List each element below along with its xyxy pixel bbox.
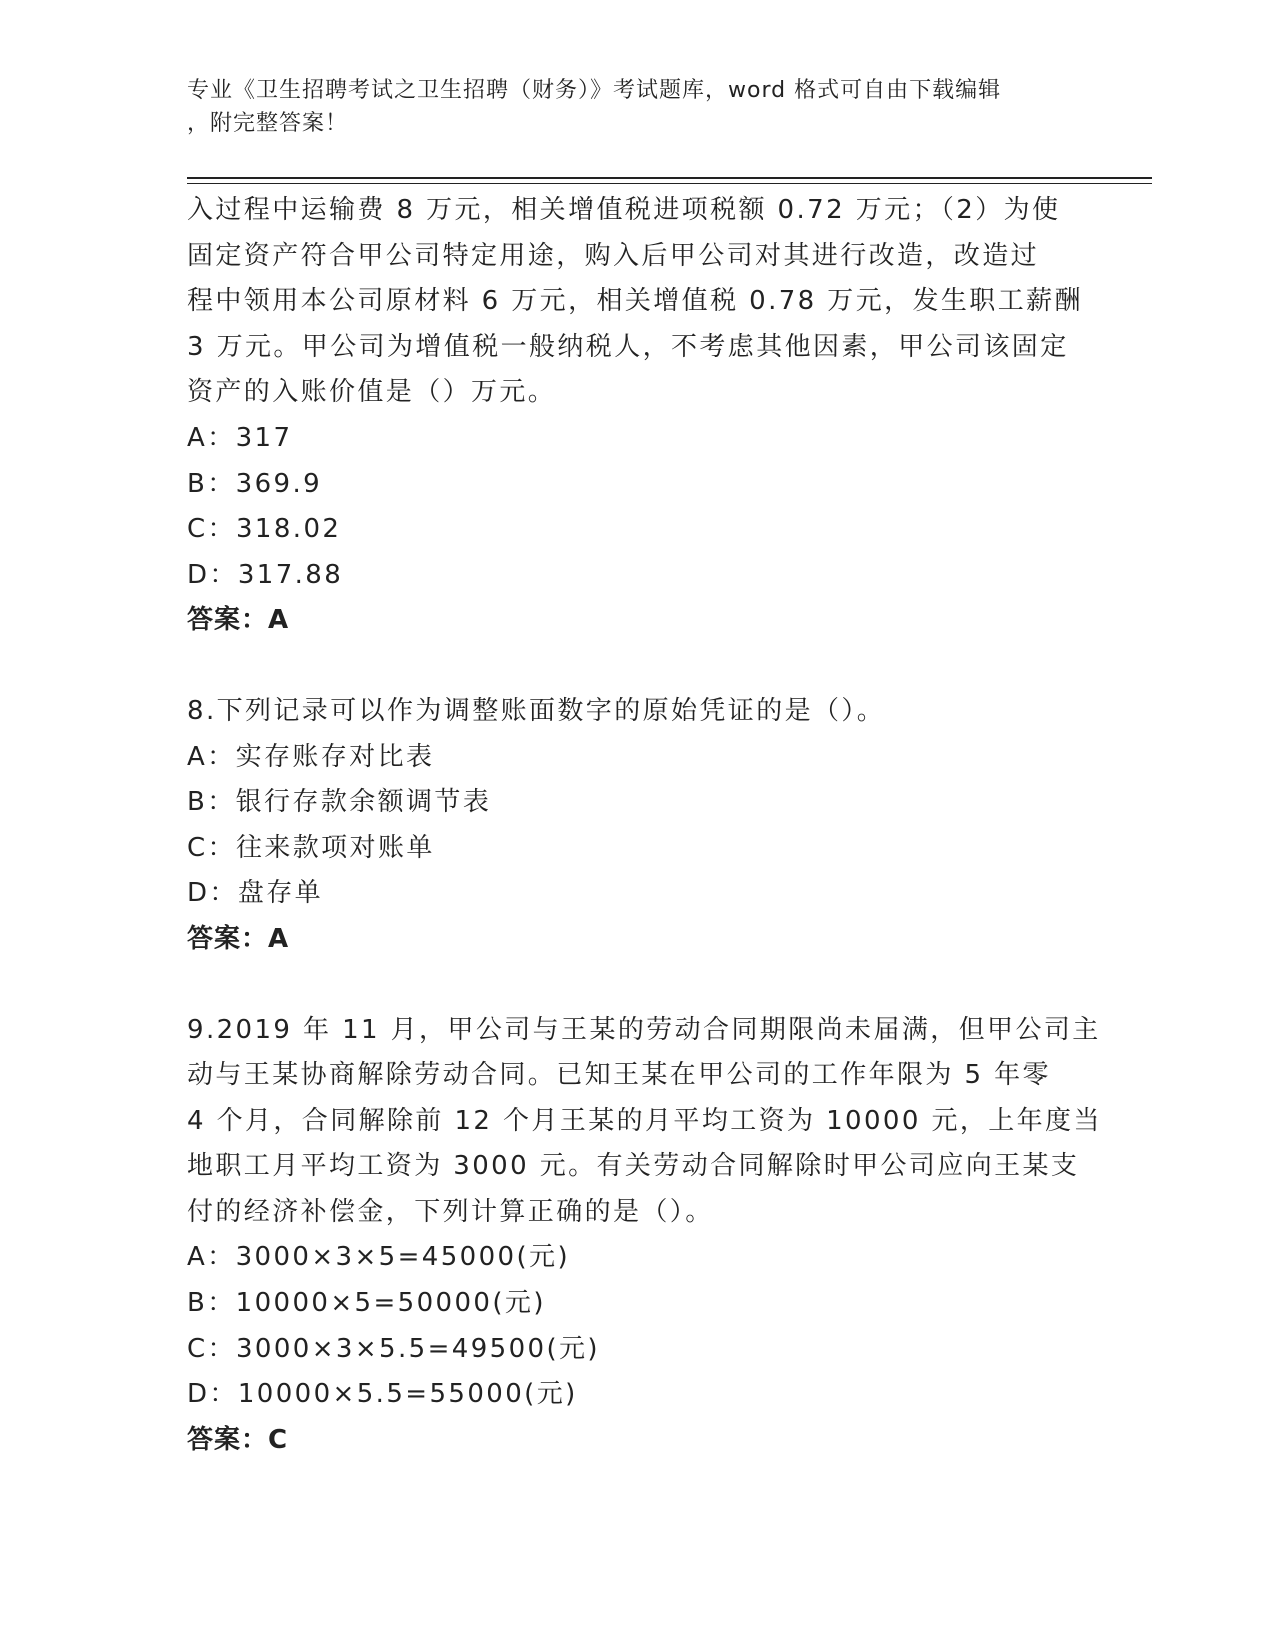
header-divider-thick	[187, 177, 1152, 179]
answer-line: 答案：A	[187, 923, 290, 954]
question-text-line: 动与王某协商解除劳动合同。已知王某在甲公司的工作年限为 5 年零	[187, 1060, 1051, 1091]
question-8	[187, 689, 1087, 963]
option-c: C：往来款项对账单	[187, 832, 435, 863]
option-a: A：3000×3×5=45000(元)	[187, 1242, 570, 1273]
question-text-line: 入过程中运输费 8 万元，相关增值税进项税额 0.72 万元；（2）为使	[187, 195, 1061, 225]
option-b: B：银行存款余额调节表	[187, 787, 492, 818]
question-text-line: 付的经济补偿金，下列计算正确的是（）。	[187, 1196, 714, 1227]
option-b: B：10000×5=50000(元)	[187, 1288, 546, 1319]
question-text-line: 4 个月，合同解除前 12 个月王某的月平均工资为 10000 元，上年度当	[187, 1105, 1102, 1136]
question-text-line: 资产的入账价值是（）万元。	[187, 377, 557, 408]
question-text-line: 固定资产符合甲公司特定用途，购入后甲公司对其进行改造，改造过	[187, 240, 1040, 271]
header-line-1: 专业《卫生招聘考试之卫生招聘（财务）》考试题库，word 格式可自由下载编辑	[187, 78, 1002, 103]
question-9	[187, 1008, 1102, 1464]
document-header	[187, 74, 1087, 140]
question-text-line: 程中领用本公司原材料 6 万元，相关增值税 0.78 万元，发生职工薪酬	[187, 286, 1083, 317]
question-7	[187, 188, 1087, 644]
option-d: D：317.88	[187, 559, 344, 590]
header-line-2: ，附完整答案！	[187, 111, 349, 136]
option-b: B：369.9	[187, 468, 323, 499]
question-text-line: 3 万元。甲公司为增值税一般纳税人，不考虑其他因素，甲公司该固定	[187, 331, 1069, 362]
option-a: A：317	[187, 422, 293, 453]
option-d: D：盘存单	[187, 878, 324, 909]
document-body	[187, 188, 1102, 1463]
answer-line: 答案：A	[187, 605, 290, 636]
header-divider-thin	[187, 183, 1152, 184]
question-text-line: 地职工月平均工资为 3000 元。有关劳动合同解除时甲公司应向王某支	[187, 1151, 1080, 1182]
option-c: C：318.02	[187, 514, 342, 545]
option-d: D：10000×5.5=55000(元)	[187, 1379, 578, 1410]
option-a: A：实存账存对比表	[187, 741, 435, 772]
question-spacer	[187, 963, 1087, 1008]
question-text-line: 9.2019 年 11 月，甲公司与王某的劳动合同期限尚未届满，但甲公司主	[187, 1014, 1101, 1045]
option-c: C：3000×3×5.5=49500(元)	[187, 1333, 600, 1364]
question-text-line: 8.下列记录可以作为调整账面数字的原始凭证的是（）。	[187, 695, 886, 726]
question-spacer	[187, 644, 1087, 689]
answer-line: 答案：C	[187, 1424, 289, 1455]
